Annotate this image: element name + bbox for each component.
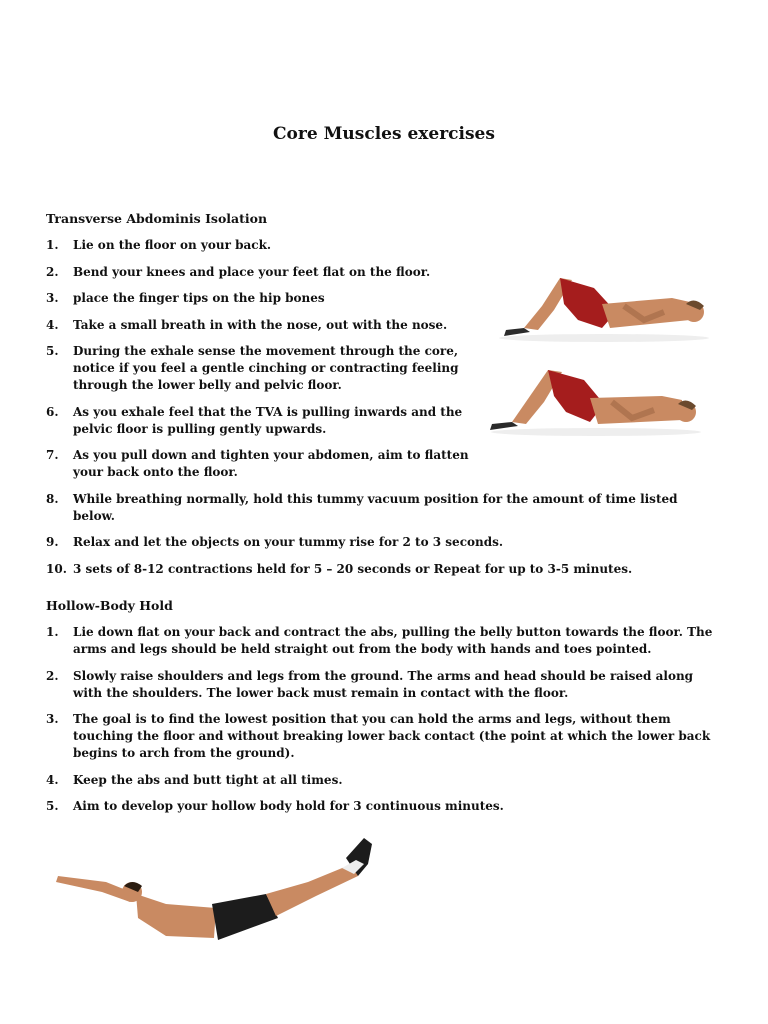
item-number: 10. — [46, 561, 67, 576]
list-item — [46, 668, 726, 702]
list-item — [46, 343, 476, 394]
section-heading-hollow-body-hold: Hollow-Body Hold — [46, 598, 173, 613]
item-number: 1. — [46, 625, 59, 639]
item-number: 3. — [46, 712, 59, 726]
list-item — [46, 534, 713, 551]
page-title: Core Muscles exercises — [273, 124, 495, 144]
list-item — [46, 237, 476, 254]
list-item — [46, 772, 726, 789]
item-number: 7. — [46, 448, 59, 462]
item-number: 2. — [46, 668, 59, 683]
exercise-photo-bridge-1 — [494, 268, 714, 348]
item-text: Relax and let the objects on your tummy rise for 2 to 3 seconds. — [73, 535, 504, 549]
transverse-abdominis-steps — [46, 237, 678, 587]
list-item — [46, 317, 476, 334]
item-text: Lie on the floor on your back. — [73, 238, 272, 252]
hollow-body-hold-steps — [46, 624, 726, 825]
item-number: 8. — [46, 491, 59, 506]
list-item — [46, 798, 726, 815]
item-text: place the finger tips on the hip bones — [73, 291, 325, 305]
item-text: The goal is to find the lowest position that you can hold the arms and legs, without them touching the floor and without breaking lower back contact (the point at which the lower back begins to arch from the ground). — [73, 712, 711, 760]
item-number: 5. — [46, 344, 59, 358]
list-item — [46, 711, 726, 762]
item-number: 6. — [46, 404, 59, 419]
list-item — [46, 561, 713, 578]
list-item — [46, 290, 476, 307]
item-number: 3. — [46, 291, 59, 305]
exercise-photo-bridge-2 — [486, 362, 706, 442]
item-number: 1. — [46, 238, 59, 252]
list-item — [46, 624, 726, 658]
item-number: 4. — [46, 772, 59, 787]
item-text: Keep the abs and butt tight at all times. — [73, 772, 343, 787]
item-number: 9. — [46, 535, 59, 549]
list-item — [46, 491, 713, 525]
item-text: As you pull down and tighten your abdomen, aim to flatten your back onto the floor. — [73, 448, 469, 479]
item-text: During the exhale sense the movement through the core, notice if you feel a gentle cinching or contracting feeling through the lower belly and pelvic floor. — [73, 344, 459, 392]
item-text: Lie down flat on your back and contract the abs, pulling the belly button towards the floor. The arms and legs should be held straight out from the body with hands and toes pointed. — [73, 625, 713, 656]
item-text: Aim to develop your hollow body hold for 3 continuous minutes. — [73, 799, 504, 813]
item-number: 2. — [46, 264, 59, 279]
list-item — [46, 447, 476, 481]
exercise-photo-hollow-body-hold — [46, 834, 384, 956]
item-text: While breathing normally, hold this tummy vacuum position for the amount of time listed below. — [73, 491, 678, 523]
item-text: Slowly raise shoulders and legs from the ground. The arms and head should be raised along with the shoulders. The lower back must remain in contact with the floor. — [73, 668, 694, 700]
item-number: 5. — [46, 799, 59, 813]
list-item — [46, 404, 476, 438]
item-number: 4. — [46, 317, 59, 332]
list-item — [46, 264, 476, 281]
item-text: As you exhale feel that the TVA is pulling inwards and the pelvic floor is pulling gently upwards. — [73, 404, 463, 436]
item-text: 3 sets of 8-12 contractions held for 5 – 20 seconds or Repeat for up to 3-5 minutes. — [73, 561, 633, 576]
section-heading-transverse-abdominis: Transverse Abdominis Isolation — [46, 211, 268, 226]
item-text: Bend your knees and place your feet flat on the floor. — [73, 264, 431, 279]
item-text: Take a small breath in with the nose, out with the nose. — [73, 317, 448, 332]
